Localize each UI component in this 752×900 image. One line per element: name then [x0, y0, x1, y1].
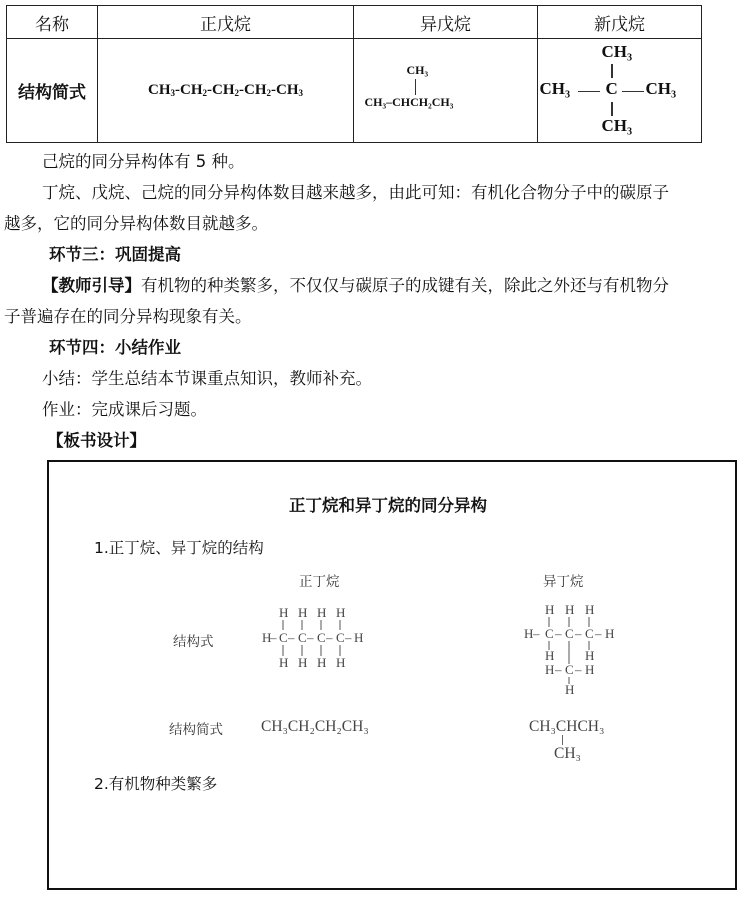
section-3-heading: 环节三：巩固提高: [49, 245, 181, 264]
pentane-isomer-table: [6, 5, 702, 143]
svg-text:H: H: [298, 655, 308, 670]
n-pentane-formula: $CH_3-CH_2-CH_2-CH_2-CH_3$: [98, 39, 354, 143]
row-label-condensed: 结构简式: [7, 39, 98, 143]
teacher-guide-line-2: 子普遍存在的同分异构现象有关。: [4, 307, 252, 326]
svg-text:–: –: [270, 630, 277, 645]
svg-text:C: C: [565, 662, 574, 677]
header-neopentane: 新戊烷: [538, 6, 702, 39]
svg-text:H: H: [279, 655, 289, 670]
svg-text:H: H: [279, 605, 289, 620]
svg-text:–: –: [555, 626, 562, 641]
teacher-guide-label: 【教师引导】: [42, 276, 141, 295]
n-butane-structural-formula: [254, 605, 374, 675]
neopentane-formula: CH₃ CH₃ C CH₃ CH₃: [538, 39, 702, 143]
board-design-heading: 【板书设计】: [47, 431, 146, 450]
board-item-1: 1.正丁烷、异丁烷的结构: [94, 539, 264, 557]
svg-text:H: H: [585, 648, 595, 663]
isopentane-formula: CH₃ CH₃–CHCH₂CH₃: [354, 39, 538, 143]
svg-text:C: C: [317, 630, 326, 645]
conclusion-line-2: 越多，它的同分异构体数目就越多。: [4, 214, 268, 233]
svg-text:C: C: [279, 630, 288, 645]
svg-text:C: C: [545, 626, 554, 641]
isobutane-branch: CH₃: [554, 745, 581, 762]
svg-text:H: H: [524, 626, 534, 641]
svg-text:–: –: [345, 630, 352, 645]
svg-text:H: H: [605, 626, 615, 641]
svg-text:H: H: [336, 655, 346, 670]
homework-line: 作业：完成课后习题。: [42, 400, 207, 419]
n-butane-condensed: CH₃CH₂CH₂CH₃: [261, 718, 369, 735]
svg-text:H: H: [317, 655, 327, 670]
svg-text:C: C: [585, 626, 594, 641]
svg-text:H: H: [545, 602, 555, 617]
svg-text:H: H: [585, 602, 595, 617]
svg-text:H: H: [585, 662, 595, 677]
svg-text:H: H: [336, 605, 346, 620]
col-n-butane: 正丁烷: [299, 574, 340, 590]
svg-text:H: H: [565, 682, 575, 697]
svg-text:C: C: [336, 630, 345, 645]
hexane-isomer-sentence: 己烷的同分异构体有 5 种。: [42, 152, 245, 171]
svg-text:–: –: [307, 630, 314, 645]
svg-text:–: –: [575, 626, 582, 641]
teacher-guide-line-1: 【教师引导】有机物的种类繁多，不仅仅与碳原子的成键有关，除此之外还与有机物分: [42, 276, 669, 295]
board-item-2: 2.有机物种类繁多: [94, 775, 218, 793]
svg-text:C: C: [565, 626, 574, 641]
header-n-pentane: 正戊烷: [98, 6, 354, 39]
svg-text:–: –: [555, 662, 562, 677]
svg-text:–: –: [326, 630, 333, 645]
isobutane-structural-formula: [519, 602, 629, 702]
board-title: 正丁烷和异丁烷的同分异构: [289, 496, 487, 515]
svg-text:–: –: [595, 626, 602, 641]
svg-text:–: –: [533, 626, 540, 641]
conclusion-line-1: 丁烷、戊烷、己烷的同分异构体数目越来越多，由此可知：有机化合物分子中的碳原子: [42, 183, 669, 202]
svg-text:H: H: [545, 648, 555, 663]
board-design-box: [47, 460, 737, 890]
isobutane-branch-bond: [562, 735, 563, 745]
section-4-heading: 环节四：小结作业: [49, 338, 181, 357]
svg-text:H: H: [262, 630, 272, 645]
header-isopentane: 异戊烷: [354, 6, 538, 39]
summary-line: 小结：学生总结本节课重点知识，教师补充。: [42, 369, 372, 388]
svg-text:H: H: [354, 630, 364, 645]
svg-text:H: H: [565, 602, 575, 617]
isobutane-condensed: CH₃CHCH₃: [529, 718, 605, 735]
svg-text:H: H: [545, 662, 555, 677]
svg-text:–: –: [288, 630, 295, 645]
row-condensed-formula: 结构简式: [169, 722, 223, 738]
row-structural-formula: 结构式: [173, 634, 214, 650]
col-isobutane: 异丁烷: [543, 574, 584, 590]
svg-text:H: H: [298, 605, 308, 620]
svg-text:C: C: [298, 630, 307, 645]
svg-text:–: –: [575, 662, 582, 677]
header-name: 名称: [7, 6, 98, 39]
svg-text:H: H: [317, 605, 327, 620]
